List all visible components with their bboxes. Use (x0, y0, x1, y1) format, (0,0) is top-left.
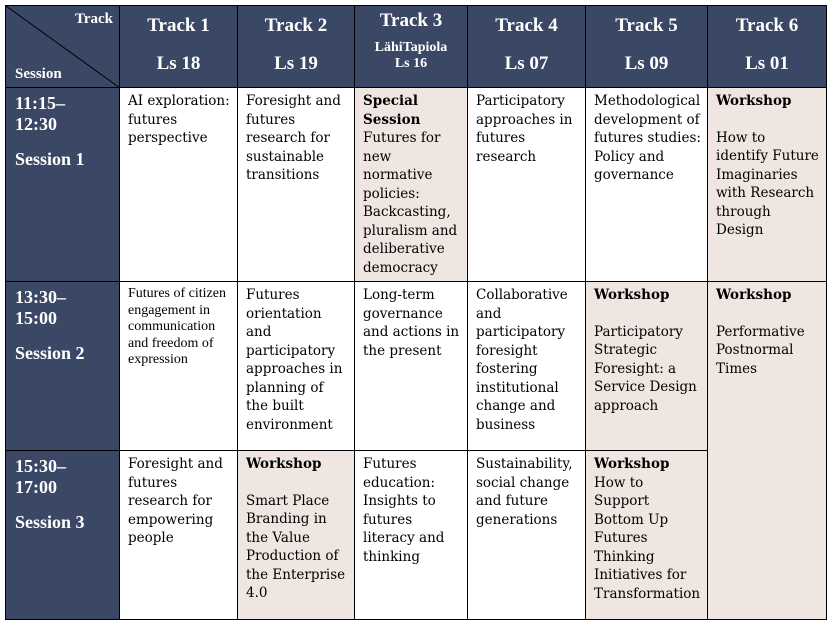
session-topic: Participatory Strategic Foresight: a Service Design approach (594, 323, 697, 414)
session-row-1 (6, 88, 827, 282)
track-name: Track 3 (379, 10, 443, 31)
track-header-4 (468, 6, 586, 88)
session-label-cell (6, 451, 120, 620)
workshop-heading: Workshop (716, 287, 792, 303)
workshop-heading: Workshop (246, 456, 322, 472)
workshop-heading: Workshop (594, 287, 670, 303)
track-room: Ls 09 (624, 53, 669, 74)
session-topic: Futures for new normative policies: Backcasting, pluralism and deliberative democracy (363, 130, 458, 276)
session-topic: Foresight and futures research for empowering people (128, 456, 223, 546)
track-name: Track 2 (264, 15, 328, 36)
special-session-heading: Special Session (363, 93, 421, 128)
track-axis-label: Track (74, 11, 113, 27)
track-header-5 (586, 6, 708, 88)
session-topic: Futures education: Insights to futures literacy and thinking (363, 456, 445, 565)
workshop-cell (708, 282, 827, 620)
session-topic: Smart Place Branding in the Value Production of the Enterprise 4.0 (246, 492, 346, 601)
session-cell (355, 282, 468, 451)
track-room: Ls 16 (394, 56, 428, 71)
conference-schedule-table (5, 5, 827, 620)
session-cell (468, 282, 586, 451)
session-cell (120, 88, 238, 282)
session-topic: Methodological development of futures studies: Policy and governance (594, 93, 701, 183)
session-topic: Performative Postnormal Times (716, 323, 805, 377)
track-name: Track 1 (147, 15, 210, 36)
session-name: Session 3 (15, 512, 85, 532)
session-row-3 (6, 451, 827, 620)
track-sponsor: LähiTapiola (374, 40, 448, 55)
track-header-6 (708, 6, 827, 88)
session-topic: How to Support Bottom Up Futures Thinking Initiatives for Transformation (594, 474, 701, 602)
session-time: 15:30–17:00 (15, 456, 66, 497)
session-topic: Collaborative and participatory foresight fostering institutional change and business (476, 287, 568, 433)
session-topic: Foresight and futures research for sustainable transitions (246, 93, 341, 183)
session-time: 13:30–15:00 (15, 287, 66, 328)
corner-header (6, 6, 120, 88)
track-header-2 (238, 6, 355, 88)
track-room: Ls 18 (156, 53, 201, 74)
session-cell (355, 451, 468, 620)
session-cell (468, 88, 586, 282)
workshop-cell (586, 451, 708, 620)
session-topic: How to identify Future Imaginaries with Research through Design (716, 129, 819, 238)
header-row (6, 6, 827, 88)
session-label-cell (6, 282, 120, 451)
session-row-2 (6, 282, 827, 451)
workshop-cell (586, 282, 708, 451)
session-time: 11:15–12:30 (15, 93, 66, 134)
track-room: Ls 19 (274, 53, 318, 74)
track-name: Track 5 (615, 15, 678, 36)
session-name: Session 2 (15, 343, 85, 363)
session-cell (468, 451, 586, 620)
session-topic: Futures of citizen engagement in communication and freedom of expression (128, 286, 226, 368)
session-cell (586, 88, 708, 282)
workshop-heading: Workshop (594, 456, 670, 472)
workshop-cell (238, 451, 355, 620)
track-room: Ls 01 (745, 53, 789, 74)
track-name: Track 6 (735, 15, 799, 36)
track-header-1 (120, 6, 238, 88)
session-name: Session 1 (15, 149, 85, 169)
session-topic: Sustainability, social change and future generations (476, 456, 573, 528)
workshop-cell (708, 88, 827, 282)
workshop-heading: Workshop (716, 93, 792, 109)
session-topic: Long-term governance and actions in the present (363, 287, 460, 359)
session-topic: Futures orientation and participatory approaches in planning of the built environment (246, 287, 343, 433)
session-cell (120, 451, 238, 620)
special-session-cell (355, 88, 468, 282)
session-cell (238, 282, 355, 451)
session-cell (238, 88, 355, 282)
session-axis-label: Session (15, 66, 62, 82)
track-room: Ls 07 (504, 53, 549, 74)
track-header-3 (355, 6, 468, 88)
track-name: Track 4 (495, 15, 558, 36)
session-topic: Participatory approaches in futures research (476, 93, 573, 165)
session-topic: AI exploration: futures perspective (128, 93, 230, 146)
session-cell (120, 282, 238, 451)
session-label-cell (6, 88, 120, 282)
